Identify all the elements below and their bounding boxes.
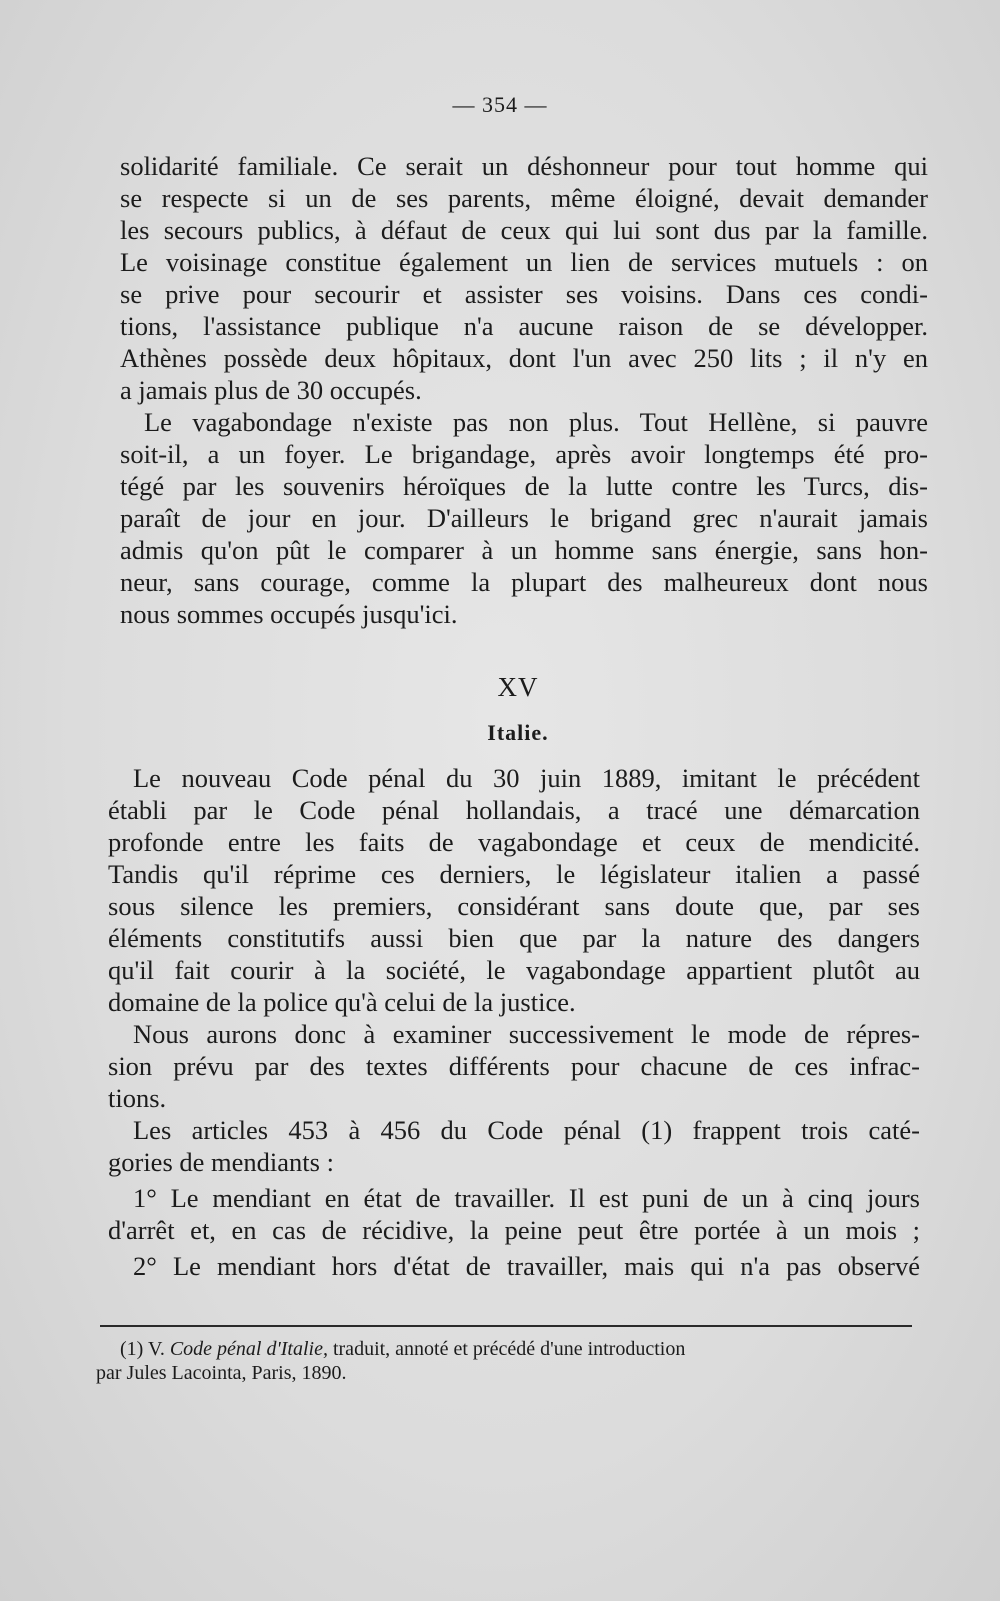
text-line: éléments constitutifs aussi bien que par la nature des dangers <box>108 923 920 953</box>
text-line: sion prévu par des textes différents pour chacune de ces infrac- <box>108 1051 920 1081</box>
footnote-title: Code pénal d'Italie, <box>169 1338 328 1360</box>
text-line: a jamais plus de 30 occupés. <box>120 375 422 405</box>
text-line: Nous aurons donc à examiner successivement le mode de répres- <box>133 1019 920 1049</box>
footnote-rule <box>100 1325 912 1327</box>
text-line: paraît de jour en jour. D'ailleurs le brigand grec n'aurait jamais <box>120 503 928 533</box>
text-line: les secours publics, à défaut de ceux qui lui sont dus par la famille. <box>120 215 928 245</box>
text-line: tions. <box>108 1083 167 1113</box>
text-line: se respecte si un de ses parents, même éloigné, devait demander <box>120 183 928 213</box>
text-line: sous silence les premiers, considérant sans doute que, par ses <box>108 891 920 921</box>
text-line: se prive pour secourir et assister ses voisins. Dans ces condi- <box>120 279 928 309</box>
text-line: nous sommes occupés jusqu'ici. <box>120 599 458 629</box>
text-line: 2° Le mendiant hors d'état de travailler, mais qui n'a pas observé <box>133 1251 920 1281</box>
footnote-line: par Jules Lacointa, Paris, 1890. <box>96 1362 347 1384</box>
page-number: — 354 — <box>452 92 548 117</box>
section-number: XV <box>497 672 539 702</box>
text-line: Le nouveau Code pénal du 30 juin 1889, imitant le précédent <box>133 763 920 793</box>
text-line: Les articles 453 à 456 du Code pénal (1) frappent trois caté- <box>133 1115 920 1145</box>
text-line: Athènes possède deux hôpitaux, dont l'un avec 250 lits ; il n'y en <box>120 343 928 373</box>
text-line: tions, l'assistance publique n'a aucune raison de se développer. <box>120 311 928 341</box>
text-line: 1° Le mendiant en état de travailler. Il est puni de un à cinq jours <box>133 1183 920 1213</box>
text-line: domaine de la police qu'à celui de la justice. <box>108 987 576 1017</box>
text-line: solidarité familiale. Ce serait un déshonneur pour tout homme qui <box>120 151 928 181</box>
text-line: neur, sans courage, comme la plupart des malheureux dont nous <box>120 567 928 597</box>
footnote-line <box>120 1337 685 1361</box>
text-line: établi par le Code pénal hollandais, a tracé une démarcation <box>108 795 920 825</box>
text-line: tégé par les souvenirs héroïques de la lutte contre les Turcs, dis- <box>120 471 928 501</box>
text-line: qu'il fait courir à la société, le vagabondage appartient plutôt au <box>108 955 920 985</box>
text-line: gories de mendiants : <box>108 1147 334 1177</box>
footnote-text: traduit, annoté et précédé d'une introduction <box>332 1338 686 1360</box>
text-line: admis qu'on pût le comparer à un homme sans énergie, sans hon- <box>120 535 928 565</box>
footnote-marker: (1) V. <box>120 1338 165 1360</box>
text-line: Le voisinage constitue également un lien de services mutuels : on <box>120 247 928 277</box>
text-line: soit-il, a un foyer. Le brigandage, après avoir longtemps été pro- <box>120 439 928 469</box>
text-line: d'arrêt et, en cas de récidive, la peine peut être portée à un mois ; <box>108 1215 920 1245</box>
section-title: Italie. <box>487 720 549 745</box>
text-line: profonde entre les faits de vagabondage et ceux de mendicité. <box>108 827 920 857</box>
text-line: Tandis qu'il réprime ces derniers, le législateur italien a passé <box>108 859 920 889</box>
text-line: Le vagabondage n'existe pas non plus. Tout Hellène, si pauvre <box>144 407 928 437</box>
